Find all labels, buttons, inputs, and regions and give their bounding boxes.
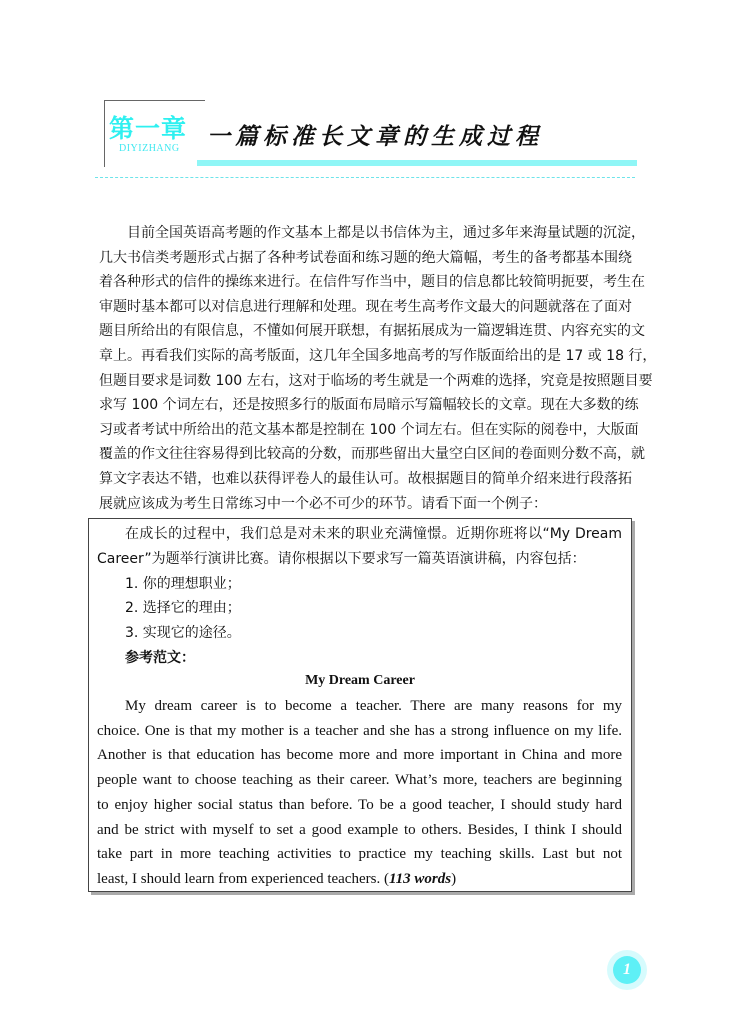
chapter-label-box: [104, 100, 205, 167]
list-item: 2. 选择它的理由；: [125, 600, 241, 616]
paragraph-line: 章上。再看我们实际的高考版面，这几年全国多地高考的写作版面给出的是 17 或 18 行，: [99, 348, 657, 364]
essay-text: least, I should learn from experienced teachers. (: [97, 870, 389, 887]
paragraph-line: 求写 100 个词左右，还是按照多行的版面布局暗示写篇幅较长的文章。现在大多数的练: [99, 397, 639, 414]
chapter-number: 第一章: [109, 114, 188, 143]
example-box: [88, 518, 632, 892]
essay-line: [97, 845, 622, 863]
page-number: 1: [613, 956, 641, 984]
paragraph-line: 但题目要求是词数 100 左右，这对于临场的考生就是一个两难的选择，究竟是按照题目要: [99, 372, 653, 389]
paragraph-line: 展就应该成为考生日常练习中一个必不可少的环节。请看下面一个例子：: [99, 495, 547, 512]
list-item: 3. 实现它的途径。: [125, 625, 241, 641]
essay-text: take part in more teaching activities to practice my teaching skills. Last but not: [97, 846, 622, 863]
essay-line: [125, 697, 622, 715]
word-count: 113 words: [388, 870, 452, 887]
paragraph-line: 覆盖的作文往往容易得到比较高的分数，而那些留出大量空白区间的卷面则分数不高，就: [99, 446, 645, 463]
essay-title: My Dream Career: [305, 673, 415, 688]
essay-line: [97, 870, 622, 888]
essay-line: [97, 746, 622, 764]
essay-text: to enjoy higher social status than before. To be a good teacher, I should study hard: [97, 796, 622, 813]
title-underline-bar: [197, 160, 637, 166]
chapter-pinyin: DIYIZHANG: [119, 143, 180, 154]
paragraph-line: 习或者考试中所给出的范文基本都是控制在 100 个词左右。但在实际的阅卷中，大版面: [99, 421, 639, 438]
paragraph-line: 几大书信类考题形式占据了各种考试卷面和练习题的绝大篇幅，考生的备考都基本围绕: [99, 249, 632, 266]
essay-text: choice. One is that my mother is a teacher and she has a strong influence on my life.: [97, 722, 622, 739]
essay-line: [97, 821, 622, 839]
paragraph-line: 审题时基本都可以对信息进行理解和处理。现在考生高考作文最大的问题就落在了面对: [99, 298, 632, 315]
prompt-line: 在成长的过程中，我们总是对未来的职业充满憧憬。近期你班将以“My Dream: [125, 526, 622, 542]
header-divider: [95, 177, 635, 178]
paragraph-line: 目前全国英语高考题的作文基本上都是以书信体为主，通过多年来海量试题的沉淀，: [127, 225, 645, 241]
prompt-line: Career”为题举行演讲比赛。请你根据以下要求写一篇英语演讲稿，内容包括：: [97, 551, 586, 567]
list-item: 1. 你的理想职业；: [125, 576, 241, 592]
paragraph-line: 算文字表达不错，也难以获得评卷人的最佳认可。故根据题目的简单介绍来进行段落拓: [99, 471, 632, 487]
essay-line: [97, 722, 622, 740]
essay-line: [97, 796, 622, 814]
essay-text: and be strict with myself to set a good example to others. Besides, I think I should: [97, 821, 622, 838]
reference-label: 参考范文：: [125, 650, 195, 666]
essay-line: [97, 771, 622, 789]
essay-text: My dream career is to become a teacher. There are many reasons for my: [125, 698, 622, 714]
essay-text: Another is that education has become more and more important in China and more: [97, 747, 622, 764]
paragraph-line: 着各种形式的信件的操练来进行。在信件写作当中，题目的信息都比较简明扼要，考生在: [99, 274, 645, 291]
paragraph-line: 题目所给出的有限信息，不懂如何展开联想，有据拓展成为一篇逻辑连贯、内容充实的文: [99, 323, 645, 340]
chapter-title: 一篇标准长文章的生成过程: [207, 123, 543, 150]
essay-text: people want to choose teaching as their career. What’s more, teachers are beginning: [97, 772, 622, 789]
close-paren: ): [451, 870, 457, 887]
